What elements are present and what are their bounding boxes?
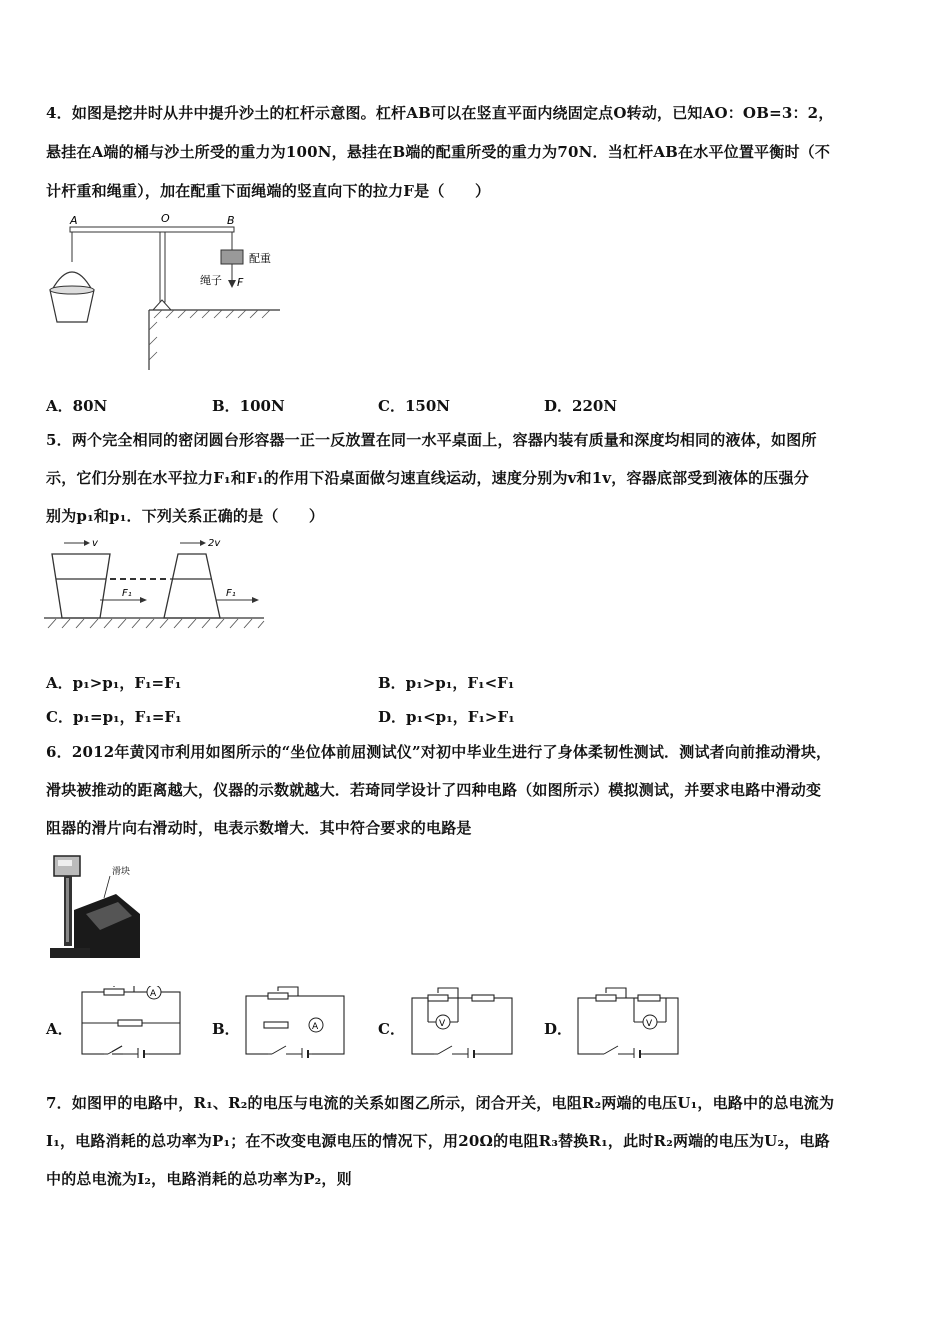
f2-arrowhead — [252, 597, 259, 603]
circuit-c[interactable] — [408, 986, 516, 1058]
v-arrowhead — [84, 540, 90, 546]
q5-line-1: 5．两个完全相同的密闭圆台形容器一正一反放置在同一水平桌面上，容器内装有质量和深度均相同的液体，如图所 — [46, 431, 817, 449]
q4-line-3: 计杆重和绳重），加在配重下面绳端的竖直向下的拉力F是（ ） — [46, 182, 491, 200]
pivot-base — [153, 300, 171, 310]
table-hatch — [48, 619, 264, 628]
q5-option-d[interactable]: D．p₁<p₁，F₁>F₁ — [378, 708, 515, 726]
q6-line-1: 6．2012年黄冈市利用如图所示的“坐位体前屈测试仪”对初中毕业生进行了身体柔韧性测试．测试者向前推动滑块， — [46, 743, 832, 761]
q4-option-c[interactable]: C．150N — [378, 397, 450, 415]
circuit-c-label[interactable]: C． — [378, 1020, 405, 1038]
circuit-b[interactable] — [242, 986, 348, 1058]
label-rope: 绳子 — [200, 274, 222, 287]
f1-arrowhead — [140, 597, 147, 603]
label-a: A — [70, 214, 78, 227]
q4-option-a[interactable]: A．80N — [46, 397, 108, 415]
q4-option-b[interactable]: B．100N — [212, 397, 285, 415]
pivot-post — [160, 232, 165, 302]
meter-b: A — [312, 1022, 319, 1032]
label-slider: 滑块 — [112, 867, 131, 877]
q5-option-a[interactable]: A．p₁>p₁，F₁=F₁ — [46, 674, 182, 692]
circuit-a-label[interactable]: A． — [46, 1020, 73, 1038]
label-2v: 2v — [208, 538, 221, 549]
inverted-container — [52, 554, 110, 618]
force-arrowhead — [228, 280, 236, 288]
photo-floor — [50, 948, 90, 958]
meter-c: V — [439, 1019, 446, 1029]
q4-line-2: 悬挂在A端的桶与沙土所受的重力为100N，悬挂在B端的配重所受的重力为70N．当杠杆AB在水平位置平衡时（不 — [46, 143, 831, 161]
q7-line-1: 7．如图甲的电路中，R₁、R₂的电压与电流的关系如图乙所示，闭合开关，电阻R₂两端的电压U₁，电路中的总电流为 — [46, 1094, 835, 1112]
q6-line-2: 滑块被推动的距离越大，仪器的示数就越大．若琦同学设计了四种电路（如图所示）模拟测试，并要求电路中滑动变 — [46, 781, 822, 799]
label-f1: F₁ — [122, 588, 132, 599]
containers-figure — [44, 532, 266, 636]
q5-option-c[interactable]: C．p₁=p₁，F₁=F₁ — [46, 708, 182, 726]
q4-line-1: 4．如图是挖井时从井中提升沙土的杠杆示意图。杠杆AB可以在竖直平面内绕固定点O转动，已知AO：OB=3：2， — [46, 104, 834, 122]
lever-figure — [44, 210, 284, 372]
sand-surface — [50, 286, 94, 294]
q7-line-2: I₁，电路消耗的总功率为P₁；在不改变电源电压的情况下，用20Ω的电阻R₃替换R₁，此时R₂两端的电压为U₂，电路 — [46, 1132, 830, 1150]
meter-d: V — [646, 1019, 653, 1029]
label-f2: F₁ — [226, 588, 236, 599]
bucket — [50, 290, 94, 322]
q7-line-3: 中的总电流为I₂，电路消耗的总功率为P₂，则 — [46, 1170, 352, 1188]
ground-hatch — [149, 310, 270, 360]
upright-container — [164, 554, 220, 618]
circuit-b-label[interactable]: B． — [212, 1020, 240, 1038]
label-b: B — [227, 214, 235, 227]
circuit-d-label[interactable]: D． — [544, 1020, 573, 1038]
lever-bar — [70, 227, 234, 232]
label-force: F — [237, 276, 244, 289]
counterweight — [221, 250, 243, 264]
meter-a: A — [150, 989, 157, 999]
flexibility-tester-photo — [46, 854, 142, 960]
q5-line-3: 别为p₁和p₁．下列关系正确的是（ ） — [46, 507, 325, 525]
q6-line-3: 阻器的滑片向右滑动时，电表示数增大．其中符合要求的电路是 — [46, 819, 472, 837]
v2-arrowhead — [200, 540, 206, 546]
q5-option-b[interactable]: B．p₁>p₁，F₁<F₁ — [378, 674, 515, 692]
q4-option-d[interactable]: D．220N — [544, 397, 618, 415]
circuit-d[interactable] — [574, 986, 682, 1058]
label-o: O — [161, 212, 170, 225]
label-v: v — [92, 538, 98, 549]
circuit-a[interactable] — [78, 986, 184, 1058]
q5-line-2: 示，它们分别在水平拉力F₁和F₁的作用下沿桌面做匀速直线运动，速度分别为v和1v，容器底部受到液体的压强分 — [46, 469, 809, 487]
label-counterweight: 配重 — [249, 252, 271, 265]
